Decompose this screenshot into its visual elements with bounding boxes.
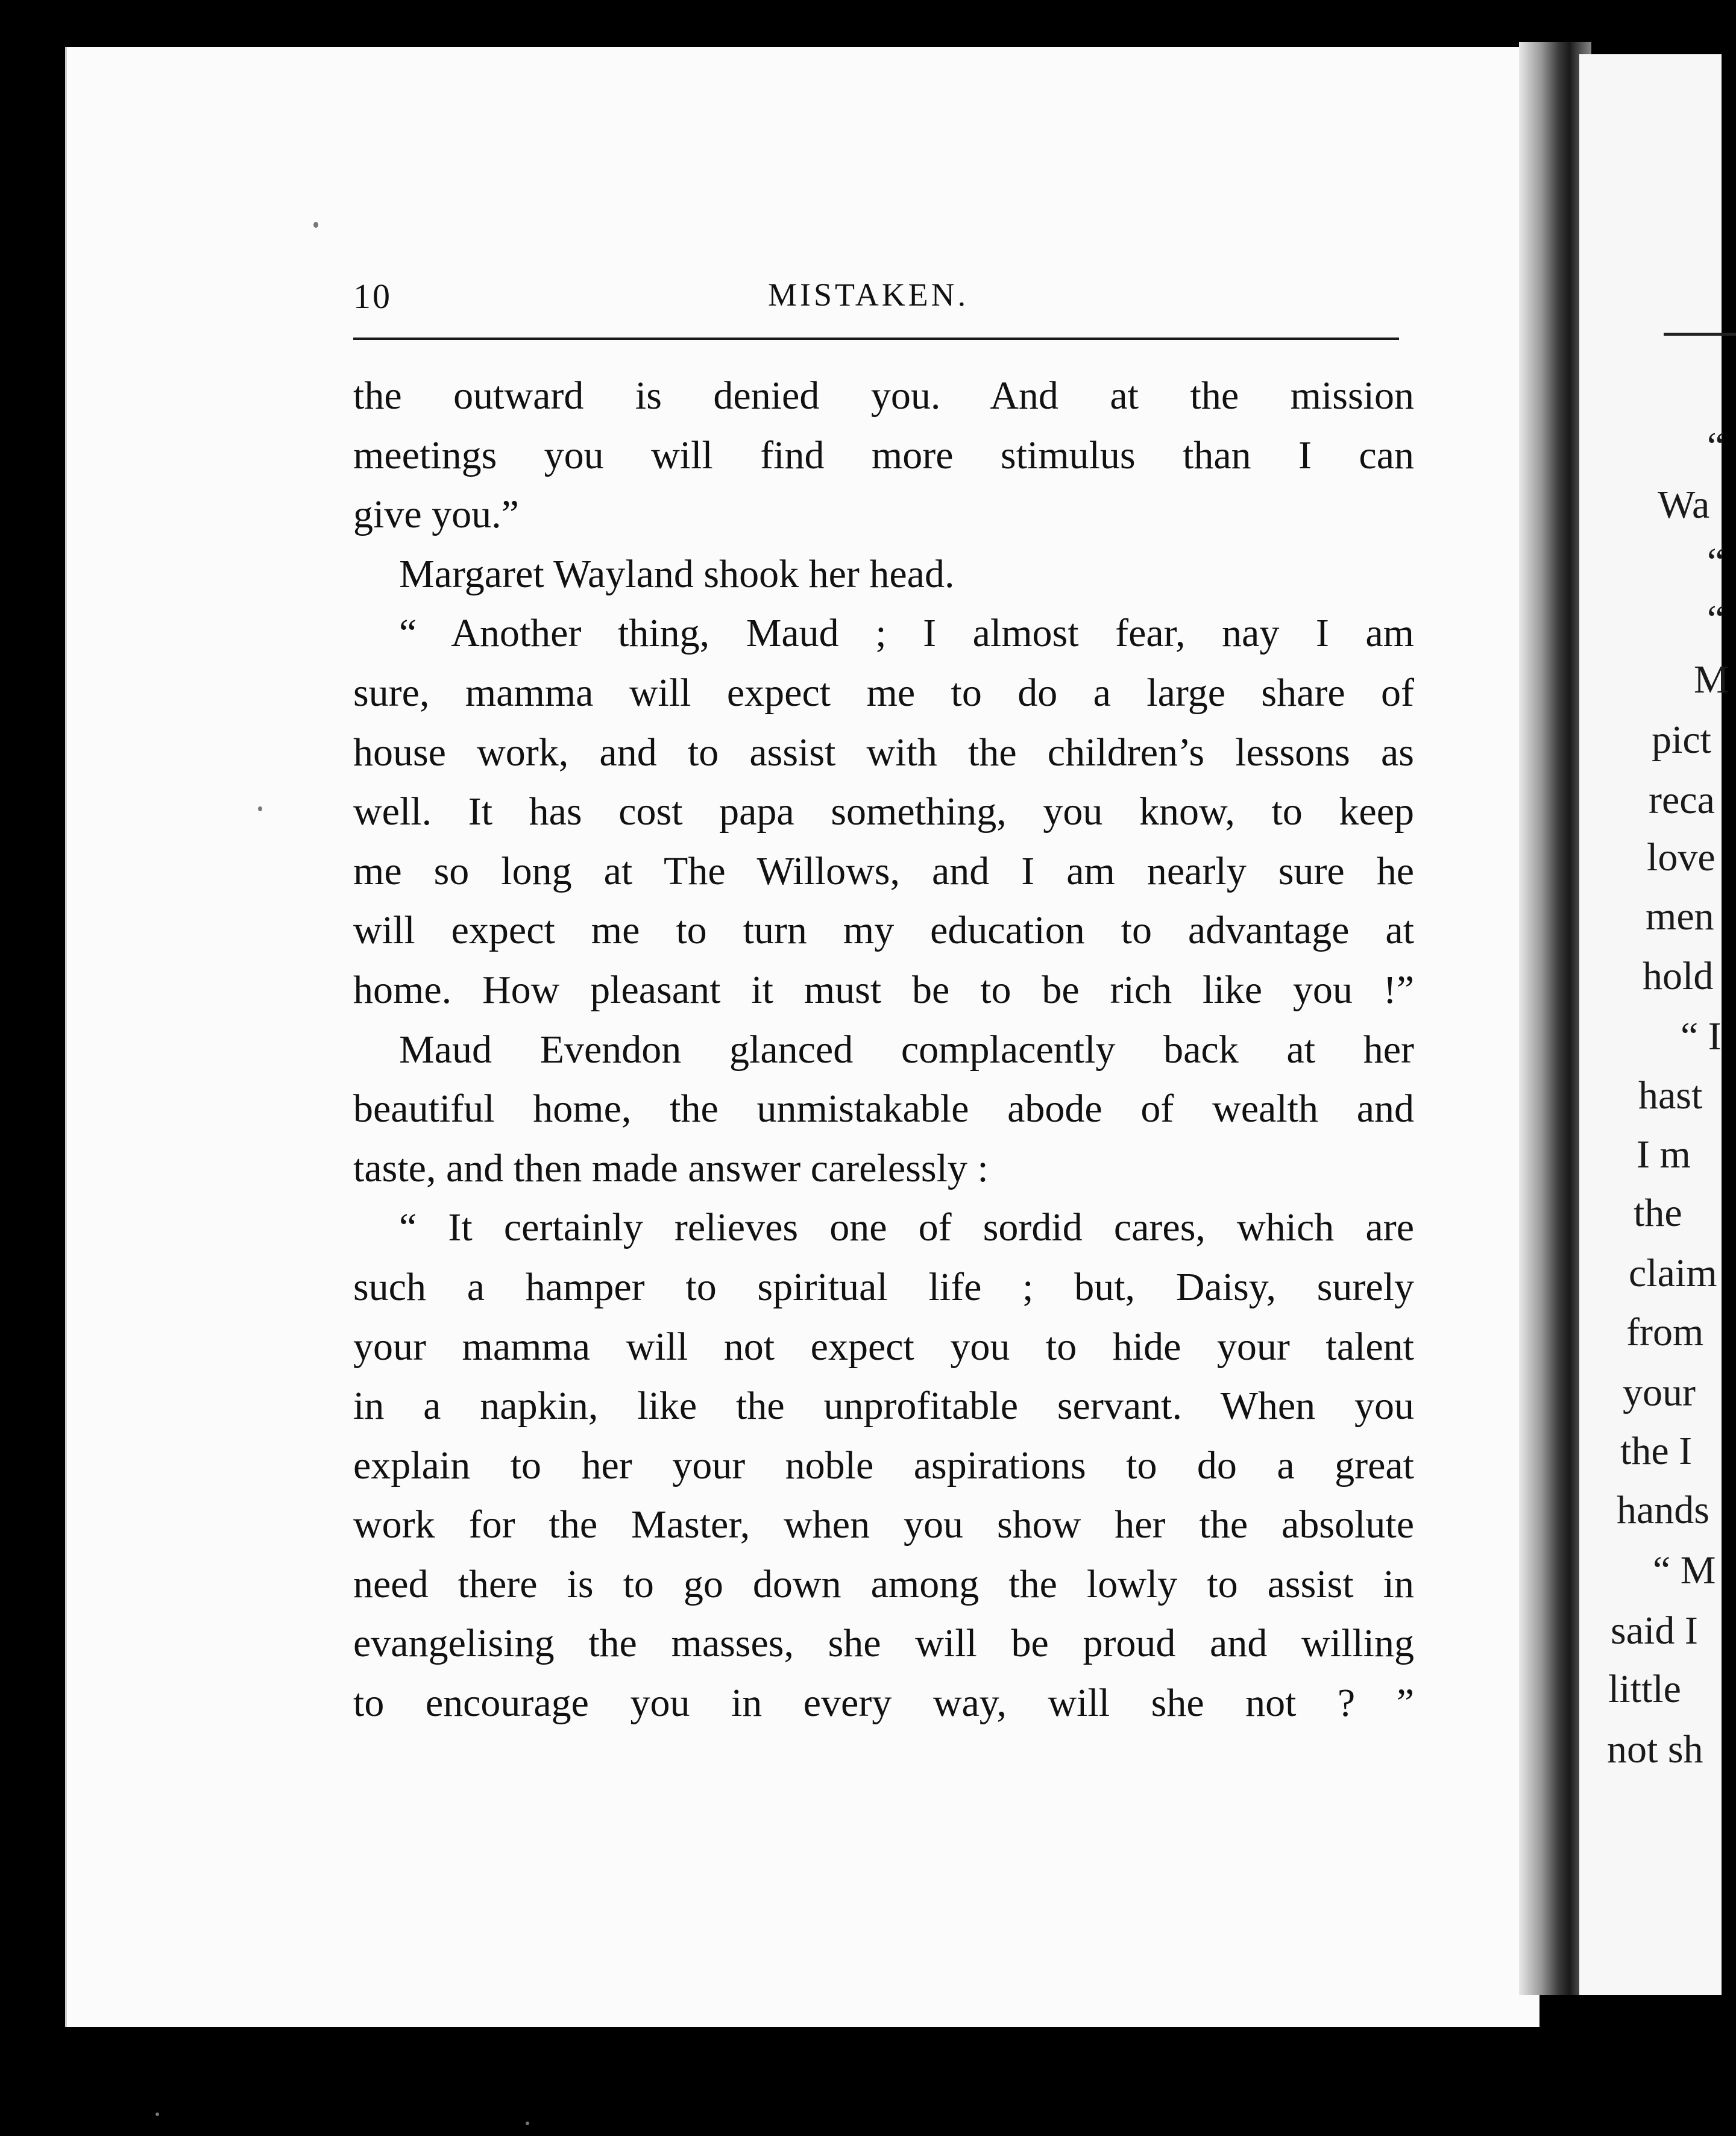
text-line: your mamma will not expect you to hide your talent [353,1324,1414,1369]
adjacent-page-line: hold [1643,954,1714,998]
adjacent-page-line: reca [1649,778,1715,822]
adjacent-page-line: little [1608,1667,1681,1711]
adjacent-page-line: your [1623,1371,1696,1415]
adjacent-page-line: the I [1620,1429,1693,1473]
adjacent-page-line: not sh [1607,1727,1703,1771]
text-line: explain to her your noble aspirations to do a great [353,1443,1414,1487]
scan-speck [526,2122,529,2125]
adjacent-page-line: the [1634,1191,1682,1235]
adjacent-page-line: “ [1707,424,1725,468]
page-number: 10 [353,277,392,316]
text-line: in a napkin, like the unprofitable servant. When you [353,1384,1414,1428]
text-line: Margaret Wayland shook her head. [399,551,955,596]
adjacent-page [1579,54,1729,1995]
text-line: need there is to go down among the lowly to assist in [353,1562,1414,1606]
text-line: work for the Master, when you show her the absolute [353,1503,1414,1547]
text-line: home. How pleasant it must be to be rich like you !” [353,967,1414,1012]
text-line: house work, and to assist with the children’s lessons as [353,730,1414,774]
adjacent-page-line: I m [1637,1132,1691,1176]
adjacent-page-line: from [1626,1310,1704,1354]
adjacent-page-line: hast [1638,1073,1703,1117]
scan-speck [156,2112,159,2116]
text-line: such a hamper to spiritual life ; but, Daisy, surely [353,1264,1414,1309]
adjacent-page-line: said I [1611,1609,1698,1653]
adjacent-page-line: pict [1652,718,1711,762]
adjacent-page-line: “ [1707,597,1725,641]
header-rule [353,338,1399,340]
text-line: taste, and then made answer carelessly : [353,1146,989,1190]
adjacent-page-line: “ I [1681,1014,1722,1058]
adjacent-page-line: love [1647,835,1716,879]
adjacent-page-line: M [1694,658,1729,702]
text-line: “ It certainly relieves one of sordid cares, which are [399,1205,1414,1250]
adjacent-page-line: men [1646,894,1714,938]
scan-speck [313,222,318,228]
text-line: beautiful home, the unmistakable abode of wealth and [353,1087,1414,1131]
text-line: evangelising the masses, she will be proud and willing [353,1621,1414,1666]
adjacent-page-line: claim [1629,1251,1717,1295]
adjacent-page-line: “ M [1653,1548,1716,1592]
adjacent-page-line: hands [1617,1488,1709,1532]
adjacent-page-rule [1664,333,1736,336]
text-line: the outward is denied you. And at the mission [353,374,1414,418]
scan-speck [258,806,262,811]
text-line: meetings you will find more stimulus than I can [353,433,1414,477]
text-line: me so long at The Willows, and I am nearly sure he [353,849,1414,893]
text-line: sure, mamma will expect me to do a large share of [353,670,1414,715]
adjacent-page-line: “ [1707,540,1725,584]
text-line: well. It has cost papa something, you know, to keep [353,790,1414,834]
text-line: will expect me to turn my education to advantage at [353,908,1414,953]
text-line: give you.” [353,492,519,537]
running-head [353,264,1399,316]
text-line: “ Another thing, Maud ; I almost fear, nay I am [399,611,1414,656]
body-text [353,366,1414,1733]
adjacent-page-line: Wa [1658,483,1710,527]
text-line: to encourage you in every way, will she not ? ” [353,1681,1414,1726]
running-title: MISTAKEN. [768,277,969,313]
text-line: Maud Evendon glanced complacently back at her [399,1027,1414,1072]
